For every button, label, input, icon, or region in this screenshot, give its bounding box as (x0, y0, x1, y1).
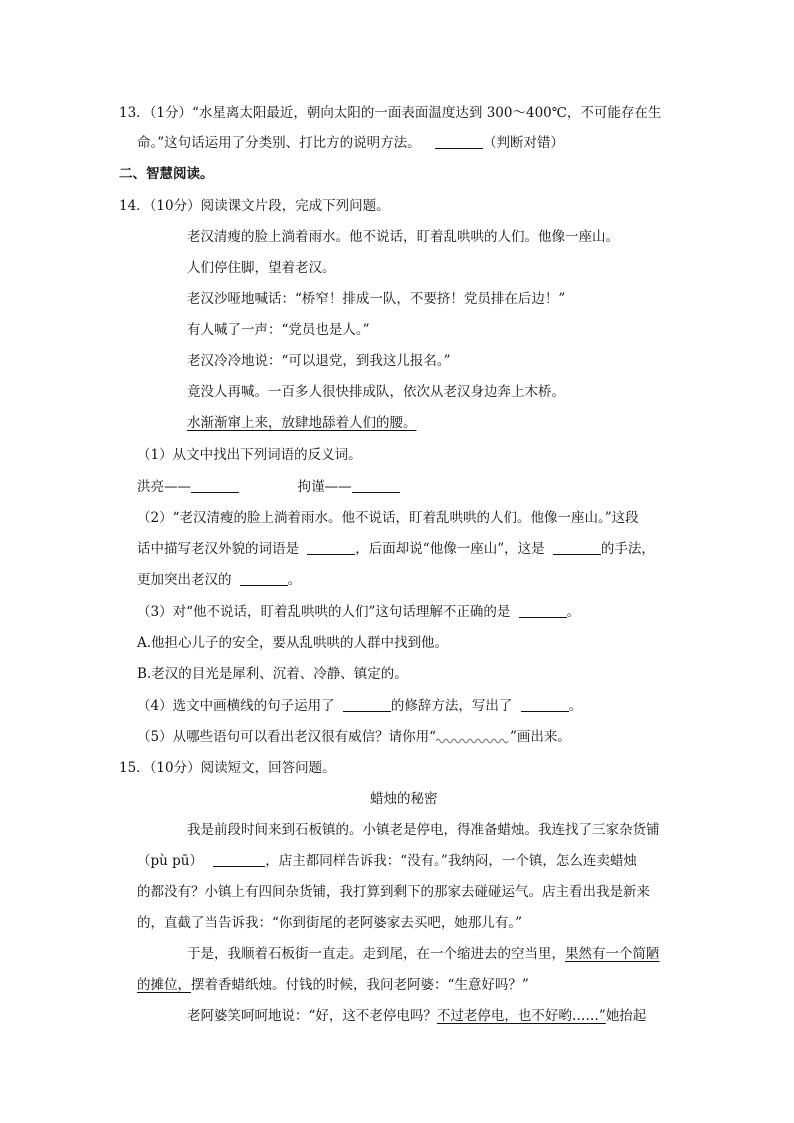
story-text: 老阿婆笑呵呵地说：“好，这不老停电吗？ (187, 1008, 437, 1024)
story-paragraph-line: 的都没有？小镇上有四间杂货铺，我打算到剩下的那家去碰碰运气。店主看出我是新来 (137, 884, 650, 900)
q14-passage-line: 有人喊了一声：“党员也是人。” (187, 322, 370, 338)
q13-line2 (137, 134, 564, 152)
q13-answer-blank[interactable] (435, 134, 483, 149)
q13-line1: 13．（1分）“水星离太阳最近，朝向太阳的一面表面温度达到 300～400℃，不可能存在生 (119, 105, 662, 121)
story-underlined-text: 的摊位， (137, 977, 191, 993)
q14-sub5-text: （5）从哪些语句可以看出老汉很有威信？请你用“ (137, 729, 436, 745)
pinyin-choice: （pù pū） (137, 853, 203, 869)
q14-sub2-text: ，后面却说“他像一座山”，这是 (355, 541, 545, 557)
pinyin-blank[interactable] (213, 852, 265, 867)
highlight-blank[interactable] (240, 571, 288, 586)
q14-sub2-text: 话中描写老汉外貌的词语是 (137, 541, 299, 557)
story-paragraph-line (187, 945, 660, 963)
wavy-line-sample (436, 735, 510, 745)
q14-sub4-text: 。 (568, 698, 583, 714)
q14-passage-line: 老汉冷冷地说：“可以退党，到我这儿报名。” (187, 353, 451, 369)
q14-sub1-prompt: （1）从文中找出下列词语的反义词。 (137, 447, 362, 463)
story-text: 她抬起 (605, 1008, 647, 1024)
q14-sub3-blank[interactable] (519, 603, 567, 618)
q14-passage-line: 竟没人再喊。一百多人很快排成队，依次从老汉身边奔上木桥。 (187, 384, 565, 400)
q14-option-a: A.他担心儿子的安全，要从乱哄哄的人群中找到他。 (137, 635, 449, 651)
q13-suffix: （判断对错） (482, 135, 564, 151)
q14-sub3-text: （3）对“他不说话，盯着乱哄哄的人们”这句话理解不正确的是 (137, 604, 511, 620)
antonym-word-a: 洪亮—— (137, 479, 191, 495)
antonym-word-b: 拘谨—— (297, 479, 352, 495)
antonym-blank-a[interactable] (191, 478, 239, 493)
q14-underlined-sentence: 水渐渐窜上来，放肆地舔着人们的腰。 (187, 415, 417, 431)
q14-sub2-text: 更加突出老汉的 (137, 572, 232, 588)
q14-sub2-text: 。 (287, 572, 302, 588)
q14-sub4 (137, 697, 582, 715)
appearance-words-blank[interactable] (307, 540, 355, 555)
story-title: 蜡烛的秘密 (370, 791, 438, 807)
story-paragraph-line: 的，直截了当告诉我：“你到街尾的老阿婆家去买吧，她那儿有。” (137, 915, 523, 931)
q14-passage-line: 老汉沙哑地喊话：“桥窄！排成一队，不要挤！党员排在后边！” (187, 291, 566, 307)
section-heading: 二、智慧阅读。 (119, 166, 214, 182)
q14-sub2-line1: （2）“老汉清瘦的脸上淌着雨水。他不说话，盯着乱哄哄的人们。他像一座山。”这段 (137, 510, 639, 526)
story-paragraph-line: 我是前段时间来到石板镇的。小镇老是停电，得准备蜡烛。我连找了三家杂货铺 (187, 822, 660, 838)
q14-sub5-text: ”画出来。 (510, 729, 571, 745)
q14-sub3-text: 。 (566, 604, 581, 620)
q13-text: 命。”这句话运用了分类别、打比方的说明方法。 (137, 135, 421, 151)
q14-passage-line: 老汉清瘦的脸上淌着雨水。他不说话，盯着乱哄哄的人们。他像一座山。 (187, 229, 619, 245)
story-paragraph-line (187, 1007, 646, 1025)
story-text: 于是，我顺着石板街一直走。走到尾，在一个缩进去的空当里， (187, 946, 565, 962)
antonym-blank-b[interactable] (352, 478, 400, 493)
story-paragraph-line (137, 976, 529, 994)
q14-passage-line: 人们停住脚，望着老汉。 (187, 260, 336, 276)
q14-sub4-text: 的修辞方法，写出了 (390, 698, 513, 714)
story-text: 摆着香蜡纸烛。付钱的时候，我问老阿婆：“生意好吗？” (191, 977, 529, 993)
q14-option-b: B.老汉的目光是犀利、沉着、冷静、镇定的。 (137, 666, 408, 682)
rhetoric-blank[interactable] (343, 697, 391, 712)
story-text: ，店主都同样告诉我：“没有。”我纳闷，一个镇，怎么连卖蜡烛 (265, 853, 637, 869)
q14-sub2-line3 (137, 571, 301, 589)
q15-header: 15．（10分）阅读短文，回答问题。 (119, 760, 336, 776)
q14-sub2-text: 的手法， (600, 541, 655, 557)
wrote-out-blank[interactable] (521, 697, 569, 712)
q14-sub3 (137, 603, 580, 621)
story-underlined-text: 果然有一个简陋 (565, 946, 660, 962)
q14-sub2-line2 (137, 540, 655, 558)
q14-header: 14．（10分）阅读课文片段，完成下列问题。 (119, 198, 390, 214)
technique-blank[interactable] (553, 540, 601, 555)
q14-sub5 (137, 728, 571, 746)
q14-sub1-antonyms (137, 478, 400, 496)
story-paragraph-line (137, 852, 637, 870)
q14-sub4-text: （4）选文中画横线的句子运用了 (137, 698, 335, 714)
story-underlined-text: 不过老停电，也不好哟……” (436, 1008, 606, 1024)
